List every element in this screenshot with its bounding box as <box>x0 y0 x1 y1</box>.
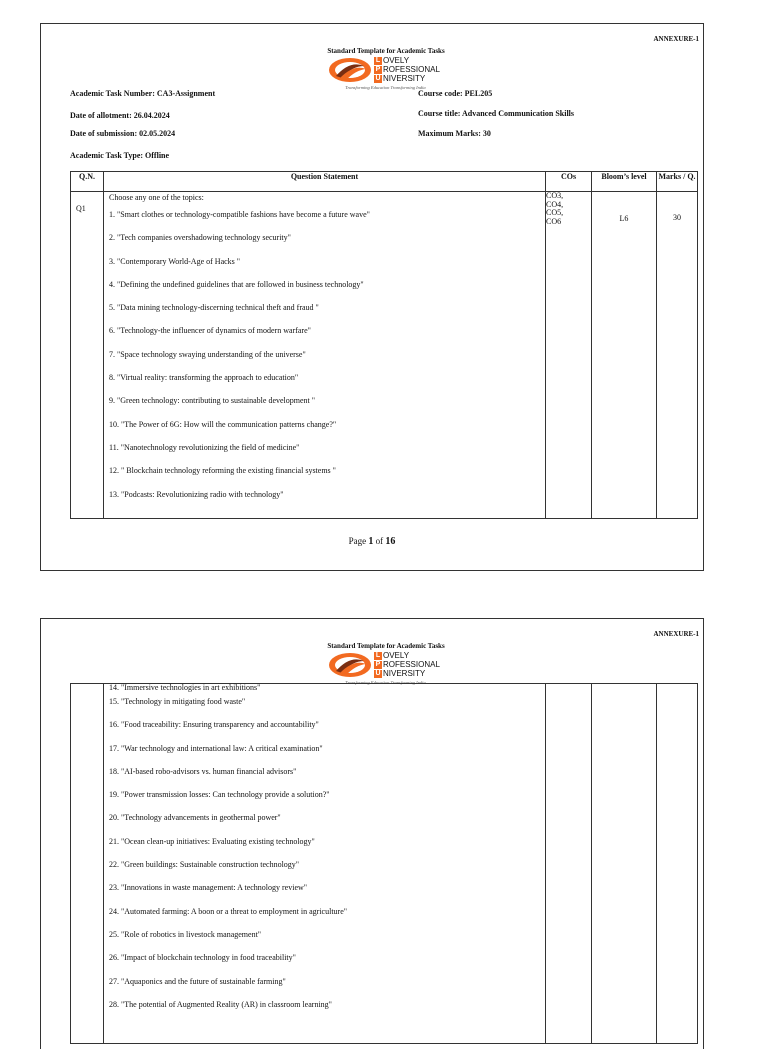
list-item: 12. " Blockchain technology reforming the existing financial systems " <box>109 466 336 476</box>
co-item: CO4, <box>546 199 564 209</box>
list-item: 2. "Tech companies overshadowing technology security" <box>109 233 291 243</box>
lpu-emblem-icon <box>328 651 372 679</box>
annexure-label: ANNEXURE-1 <box>653 630 699 638</box>
co-item: CO5, <box>546 208 564 217</box>
cos-cell-empty <box>546 684 592 1044</box>
logo-letter-p: P <box>375 660 381 668</box>
logo-letter-l: L <box>375 651 381 659</box>
question-number: Q1 <box>71 192 104 519</box>
logo-letter-u: U <box>375 74 381 82</box>
logo-letter-p: P <box>375 65 381 73</box>
list-item: 7. "Space technology swaying understanding of the universe" <box>109 349 306 359</box>
page-word: Page <box>348 536 367 546</box>
list-item: 10. "The Power of 6G: How will the communication patterns change?" <box>109 419 337 429</box>
logo-letter-l: L <box>375 56 381 64</box>
list-item: 4. "Defining the undefined guidelines that are followed in business technology" <box>109 279 364 289</box>
logo-word-1: OVELY <box>383 56 410 65</box>
logo-word-3: NIVERSITY <box>383 669 426 678</box>
list-item: 25. "Role of robotics in livestock management" <box>109 929 262 939</box>
document-page-1 <box>40 23 704 571</box>
list-item: 23. "Innovations in waste management: A technology review" <box>109 883 308 893</box>
logo-word-2: ROFESSIONAL <box>383 660 440 669</box>
co-cell <box>546 192 592 519</box>
task-number: Academic Task Number: CA3-Assignment <box>70 89 216 98</box>
list-item: 28. "The potential of Augmented Reality (AR) in classroom learning" <box>109 999 332 1009</box>
list-item: 1. "Smart clothes or technology-compatible fashions have become a future wave" <box>109 210 370 219</box>
list-item: 8. "Virtual reality: transforming the approach to education" <box>109 373 299 383</box>
bloom-cell-empty <box>592 684 657 1044</box>
annexure-label: ANNEXURE-1 <box>653 35 699 43</box>
logo-tagline: Transforming Education Transforming India <box>345 85 426 90</box>
submission-date: Date of submission: 02.05.2024 <box>70 129 176 138</box>
question-table <box>70 171 698 519</box>
page-number: 1 <box>368 536 374 547</box>
co-item: CO3, <box>546 191 564 200</box>
question-table-continued <box>70 683 698 1044</box>
logo-letter-u: U <box>375 669 381 677</box>
list-item: 17. "War technology and international law: A critical examination" <box>109 743 323 753</box>
list-item: 14. "Immersive technologies in art exhibitions" <box>109 683 261 692</box>
logo-word-3: NIVERSITY <box>383 74 426 83</box>
lpu-emblem-icon <box>328 56 372 84</box>
list-item: 13. "Podcasts: Revolutionizing radio with technology" <box>109 489 284 499</box>
list-item: 15. "Technology in mitigating food waste" <box>109 697 246 706</box>
document-page-2 <box>40 618 704 1049</box>
topic-list-page2 <box>104 684 546 1044</box>
list-item: 20. "Technology advancements in geothermal power" <box>109 813 281 823</box>
co-item: CO6 <box>546 216 562 226</box>
topic-list-page1 <box>104 192 546 519</box>
logo-tagline: Transforming Education Transforming India <box>345 680 426 685</box>
logo-word-1: OVELY <box>383 651 410 660</box>
list-item: 27. "Aquaponics and the future of sustainable farming" <box>109 976 286 986</box>
header-cos: COs <box>546 172 592 192</box>
header-statement: Question Statement <box>104 172 546 192</box>
list-item: 5. "Data mining technology-discerning technical theft and fraud " <box>109 303 319 313</box>
allotment-date: Date of allotment: 26.04.2024 <box>70 111 170 120</box>
marks-cell-empty <box>657 684 698 1044</box>
template-title: Standard Template for Academic Tasks <box>327 47 445 55</box>
course-title: Course title: Advanced Communication Skills <box>418 109 575 118</box>
list-item: 6. "Technology-the influencer of dynamics of modern warfare" <box>109 326 311 336</box>
list-item: 18. "AI-based robo-advisors vs. human financial advisors" <box>109 766 297 776</box>
marks-value: 30 <box>657 192 698 519</box>
list-item: 24. "Automated farming: A boon or a threat to employment in agriculture" <box>109 906 348 916</box>
list-item: 19. "Power transmission losses: Can technology provide a solution?" <box>109 790 330 800</box>
bloom-level: L6 <box>592 192 657 519</box>
task-type: Academic Task Type: Offline <box>70 151 170 160</box>
list-item: Choose any one of the topics: <box>109 193 204 202</box>
list-item: 21. "Ocean clean-up initiatives: Evaluating existing technology" <box>109 836 315 846</box>
university-logo <box>328 54 443 90</box>
course-code: Course code: PEL205 <box>418 89 493 98</box>
template-title: Standard Template for Academic Tasks <box>327 642 445 650</box>
of-word: of <box>375 536 384 546</box>
list-item: 22. "Green buildings: Sustainable construction technology" <box>109 860 300 870</box>
total-pages: 16 <box>385 536 396 547</box>
list-item: 9. "Green technology: contributing to sustainable development " <box>109 396 316 406</box>
header-qn: Q.N. <box>71 172 104 192</box>
university-logo <box>328 649 443 685</box>
list-item: 26. "Impact of blockchain technology in food traceability" <box>109 953 296 963</box>
max-marks: Maximum Marks: 30 <box>418 129 491 138</box>
header-bloom: Bloom’s level <box>592 172 657 192</box>
header-marks: Marks / Q. <box>657 172 698 192</box>
list-item: 16. "Food traceability: Ensuring transparency and accountability" <box>109 720 319 730</box>
list-item: 11. "Nanotechnology revolutionizing the field of medicine" <box>109 442 300 452</box>
qn-cell-empty <box>71 684 104 1044</box>
list-item: 3. "Contemporary World-Age of Hacks " <box>109 256 241 266</box>
page-footer <box>41 536 703 547</box>
logo-word-2: ROFESSIONAL <box>383 65 440 74</box>
